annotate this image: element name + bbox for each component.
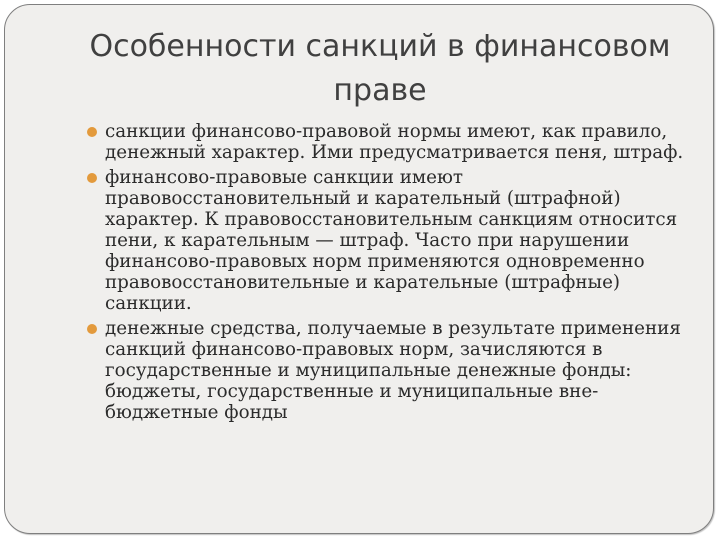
bullet-dot-icon xyxy=(87,173,97,183)
bullet-item xyxy=(25,167,685,314)
bullet-dot-icon xyxy=(87,324,97,334)
bullet-text: денежные средства, получаемые в результате применения санкций финансово-правовых норм, зачисляются в государственные и муниципальные денежные фонды: бюджеты, государственные и муниципальные вне-бюджетные фонды xyxy=(105,318,681,423)
bullet-list xyxy=(25,121,685,427)
slide-card xyxy=(4,4,714,534)
bullet-text: санкции финансово-правовой нормы имеют, как правило, денежный характер. Ими предусматривается пеня, штраф. xyxy=(105,121,684,163)
slide-title: Особенности санкций в финансовом праве xyxy=(89,29,671,108)
bullet-text: финансово-правовые санкции имеют правовосстановительный и карательный (штрафной) характер. К правовосстановительным санкциям относится пени, к карательным — штраф. Часто при нарушении финансово-правовых норм применяются одновременно правовосстановительные и карательные (штрафные) санкции. xyxy=(105,167,678,314)
bullet-item xyxy=(25,121,685,163)
bullet-dot-icon xyxy=(87,127,97,137)
bullet-item xyxy=(25,318,685,423)
